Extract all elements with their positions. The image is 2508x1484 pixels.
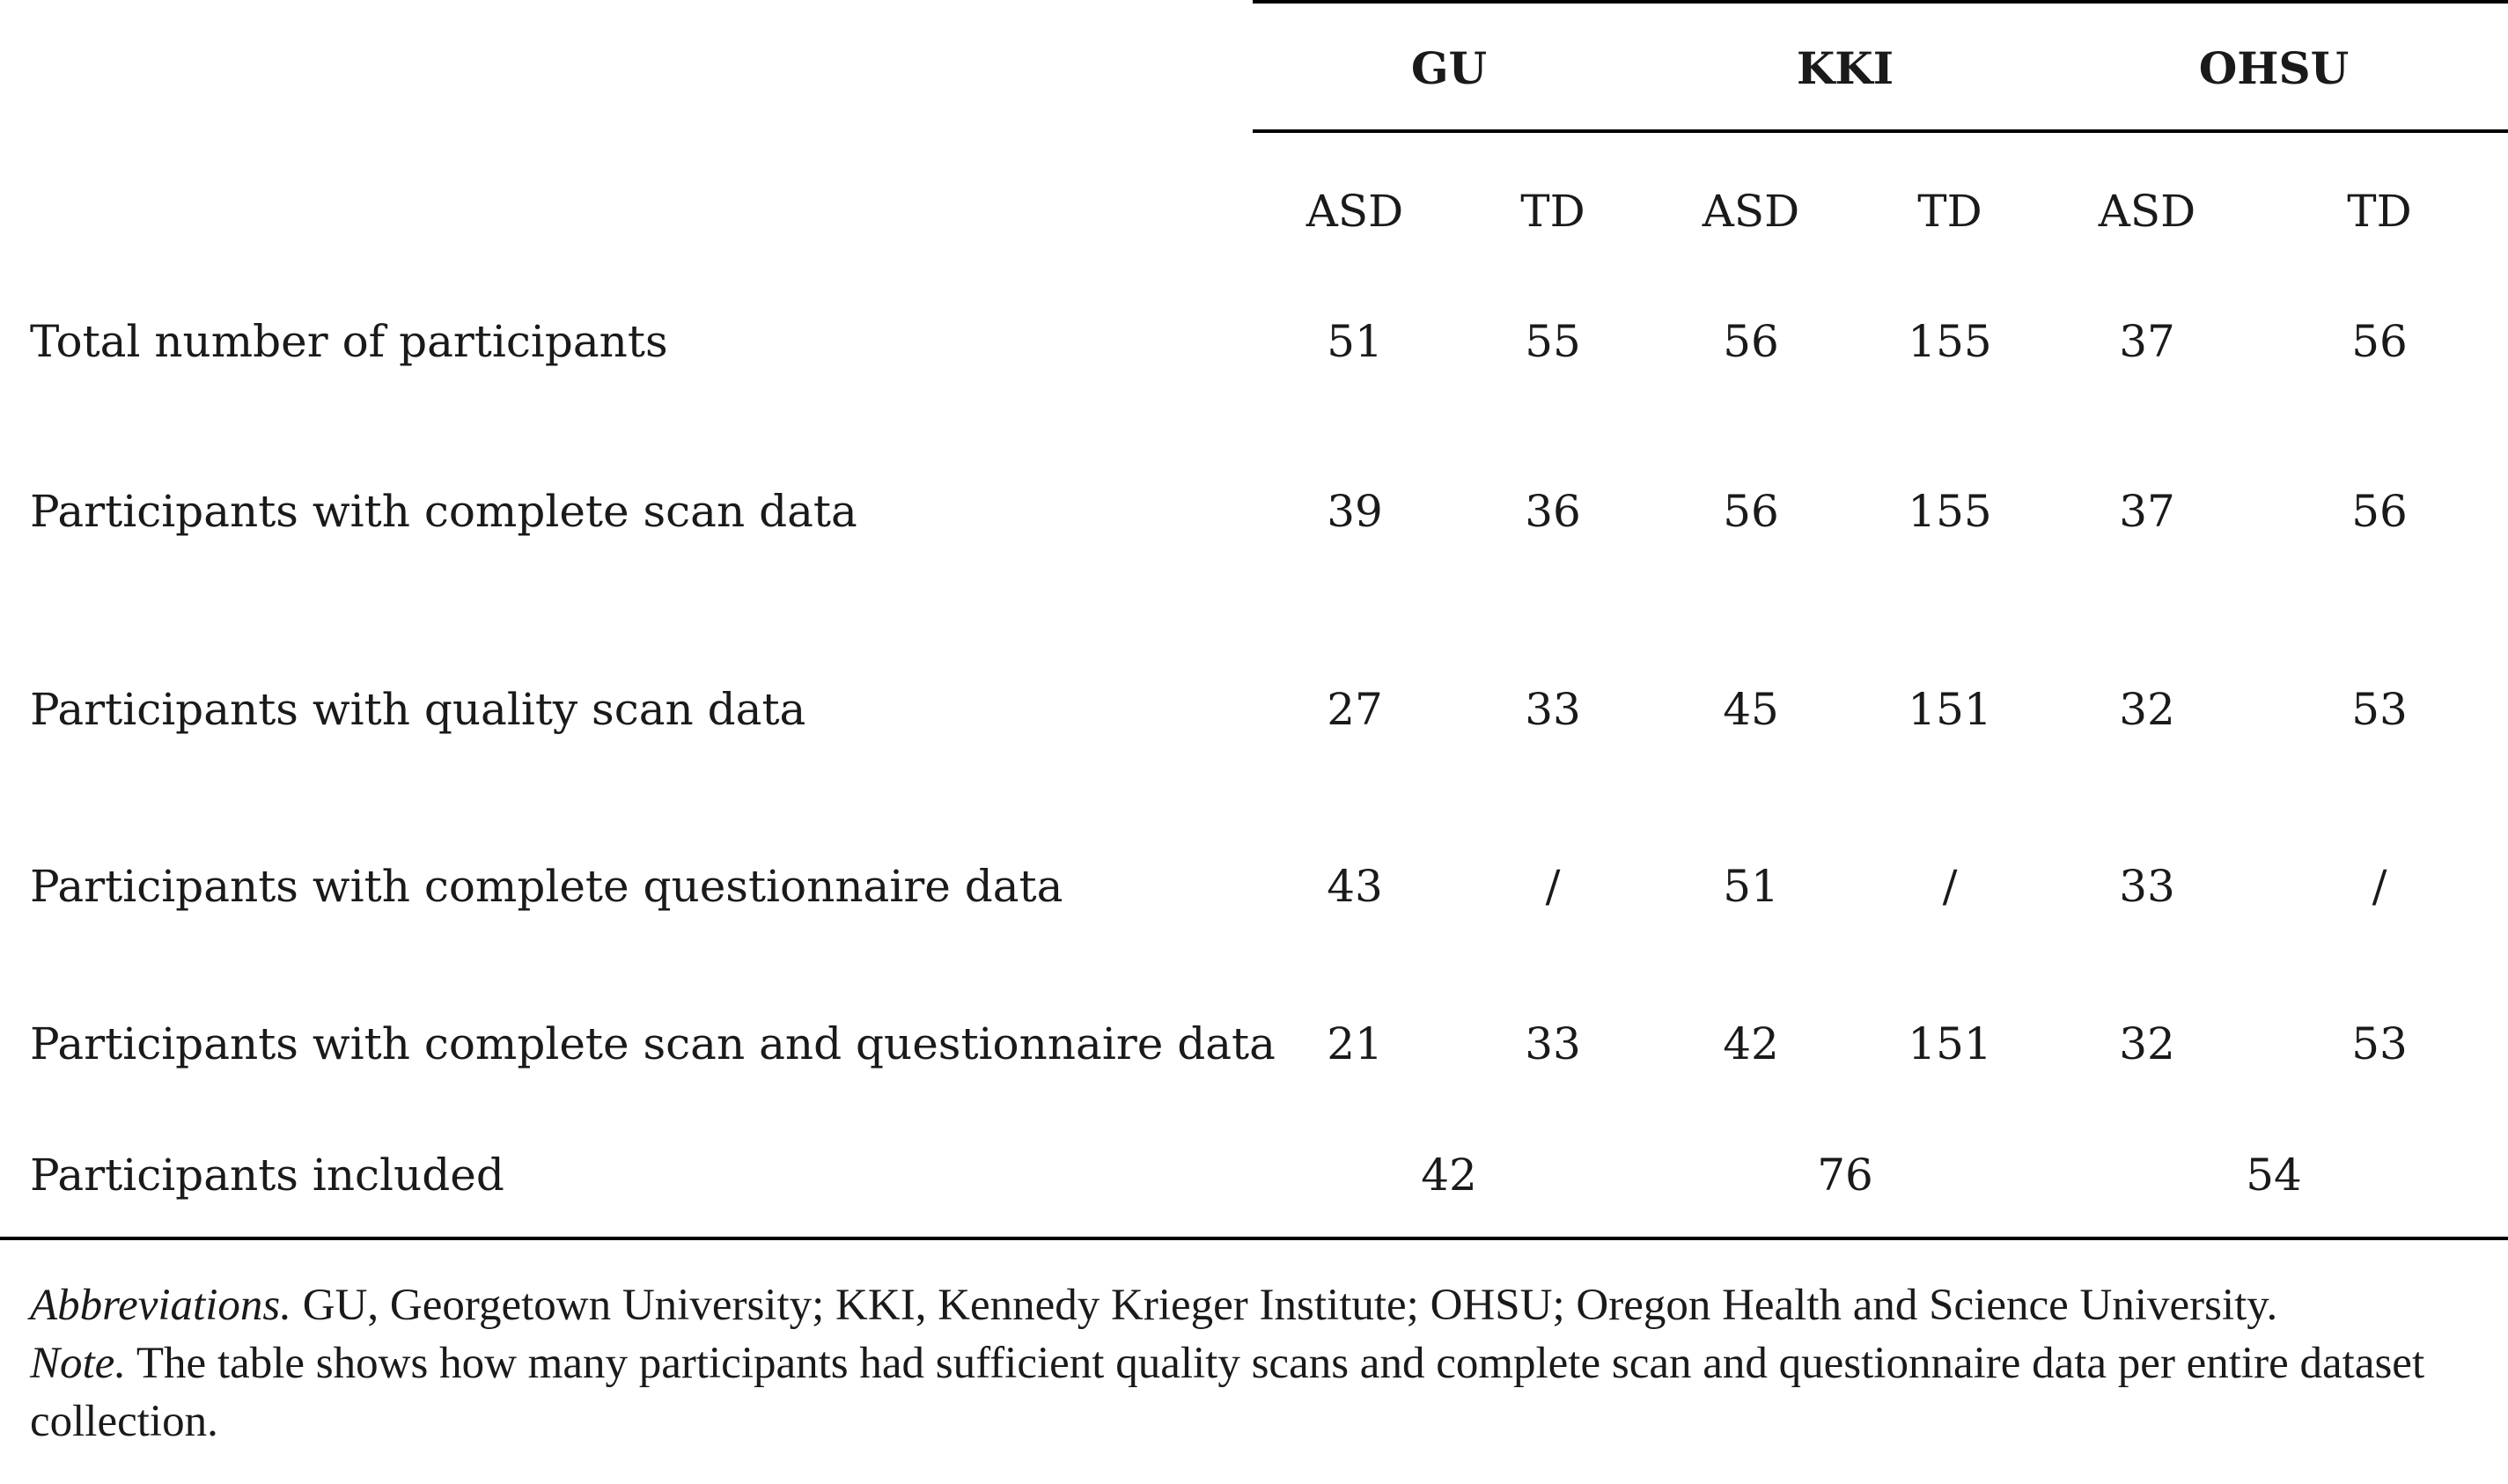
table-cell: 27 <box>1327 684 1383 735</box>
bottom-rule <box>0 1237 2508 1240</box>
table-cell: 45 <box>1723 684 1779 735</box>
header-rule <box>1253 129 2508 133</box>
table-cell: 33 <box>1525 684 1581 735</box>
table-cell: 37 <box>2119 316 2175 367</box>
table-cell: 32 <box>2119 684 2175 735</box>
table-cell: 36 <box>1525 486 1581 537</box>
top-rule <box>1253 0 2508 4</box>
table-cell: 33 <box>2119 861 2175 912</box>
table-cell: 32 <box>2119 1018 2175 1069</box>
table-cell: 53 <box>2351 684 2408 735</box>
site-header-ohsu: OHSU <box>2198 42 2350 94</box>
table-cell: 21 <box>1327 1018 1383 1069</box>
included-cell-gu: 42 <box>1421 1150 1477 1201</box>
table-cell: 37 <box>2119 486 2175 537</box>
table-cell: 39 <box>1327 486 1383 537</box>
group-header: ASD <box>2098 186 2196 237</box>
group-header: TD <box>1917 186 1982 237</box>
abbreviations-label: Abbreviations. <box>30 1281 291 1330</box>
table-cell: 56 <box>1723 486 1779 537</box>
table-cell: / <box>2372 861 2387 912</box>
group-header: ASD <box>1702 186 1800 237</box>
row-label-quality-scan: Participants with quality scan data <box>30 684 806 735</box>
table-cell: 53 <box>2351 1018 2408 1069</box>
table-cell: 56 <box>2351 316 2408 367</box>
group-header: TD <box>1520 186 1585 237</box>
row-label-complete-scan: Participants with complete scan data <box>30 486 857 537</box>
site-header-kki: KKI <box>1796 42 1894 94</box>
table-cell: / <box>1545 861 1561 912</box>
site-header-gu: GU <box>1410 42 1488 94</box>
table-cell: 33 <box>1525 1018 1581 1069</box>
group-header: TD <box>2347 186 2412 237</box>
table-cell: 56 <box>1723 316 1779 367</box>
included-cell-kki: 76 <box>1817 1150 1873 1201</box>
note-text: The table shows how many participants had sufficient quality scans and complete scan and questionnaire data per entire dataset collection. <box>30 1339 2425 1446</box>
row-label-complete-scan-and-questionnaire: Participants with complete scan and questionnaire data <box>30 1018 1276 1069</box>
row-label-total: Total number of participants <box>30 316 668 367</box>
abbreviations-text: GU, Georgetown University; KKI, Kennedy Krieger Institute; OHSU; Oregon Health and Science University. <box>291 1281 2278 1330</box>
table-cell: 51 <box>1723 861 1779 912</box>
table-cell: 42 <box>1723 1018 1779 1069</box>
included-cell-ohsu: 54 <box>2246 1150 2302 1201</box>
table-cell: 151 <box>1908 1018 1992 1069</box>
table-footnote <box>30 1276 2486 1451</box>
table-cell: 155 <box>1908 486 1992 537</box>
row-label-included: Participants included <box>30 1150 504 1201</box>
table-cell: 55 <box>1525 316 1581 367</box>
table-cell: 43 <box>1327 861 1383 912</box>
group-header: ASD <box>1305 186 1404 237</box>
table-cell: 151 <box>1908 684 1992 735</box>
table-cell: 51 <box>1327 316 1383 367</box>
table-cell: 155 <box>1908 316 1992 367</box>
row-label-complete-questionnaire: Participants with complete questionnaire data <box>30 861 1063 912</box>
table-cell: 56 <box>2351 486 2408 537</box>
table-cell: / <box>1942 861 1958 912</box>
note-label: Note. <box>30 1339 127 1388</box>
